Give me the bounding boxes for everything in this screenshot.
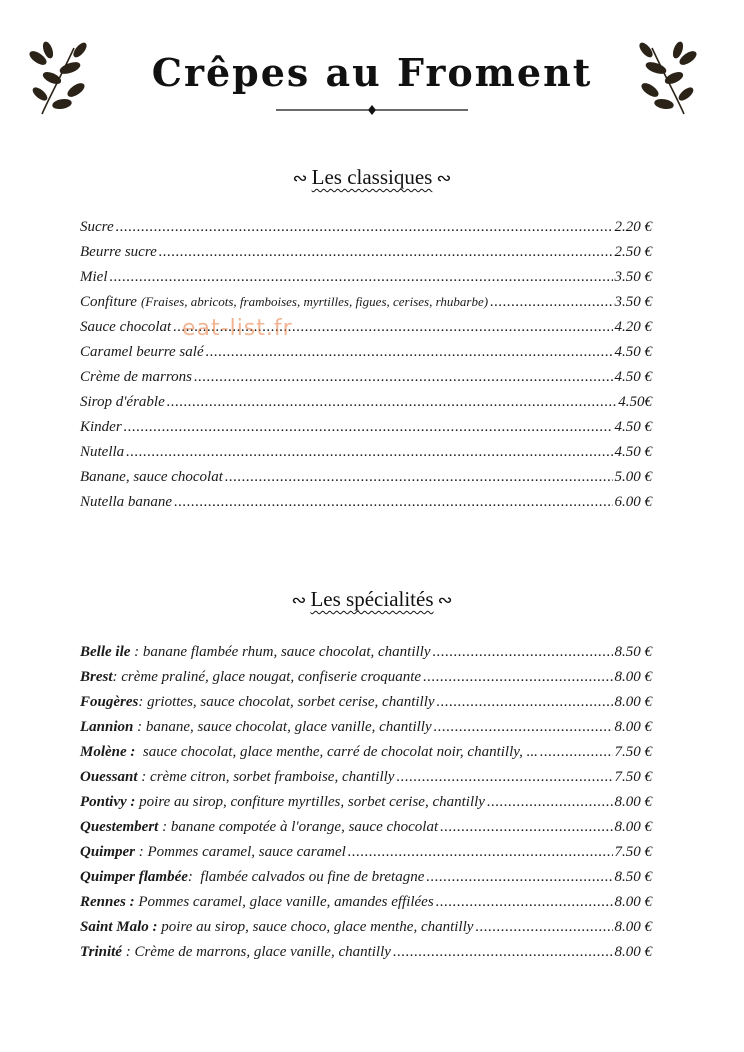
classiques-list [80, 219, 652, 519]
item-description: sauce chocolat, glace menthe, carré de chocolat noir, chantilly, ... [142, 744, 538, 760]
item-note: (Fraises, abricots, framboises, myrtilles, figues, cerises, rhubarbe) [140, 294, 489, 309]
item-price: 4.50 € [614, 419, 652, 435]
item-name: Questembert [80, 819, 159, 835]
item-name: Crème de marrons [80, 369, 192, 385]
item-label [80, 794, 485, 811]
item-price: 8.00 € [614, 919, 652, 935]
leader-dots [396, 769, 612, 786]
leader-dots [440, 819, 612, 836]
item-name: Nutella banane [80, 494, 173, 510]
item-description: Pommes caramel, glace vanille, amandes effilées [138, 894, 434, 910]
item-price: 5.00 € [614, 469, 652, 485]
menu-item [80, 744, 652, 769]
menu-item [80, 819, 652, 844]
menu-item [80, 644, 652, 669]
item-label [80, 769, 394, 786]
leader-dots [393, 944, 613, 961]
menu-item [80, 894, 652, 919]
menu-item [80, 444, 652, 469]
item-price: 2.50 € [614, 244, 652, 260]
item-description: crème citron, sorbet framboise, chantilly [150, 769, 395, 785]
item-description: griottes, sauce chocolat, sorbet cerise, chantilly [147, 694, 435, 710]
item-price: 4.20 € [614, 319, 652, 335]
swirl-right-icon: ∾ [436, 168, 452, 188]
item-price: 8.50 € [614, 644, 652, 660]
item-price: 8.50 € [614, 869, 652, 885]
swirl-left-icon: ∾ [292, 168, 308, 188]
item-description: flambée calvados ou fine de bretagne [200, 869, 425, 885]
item-name: Banane, sauce chocolat [80, 469, 223, 485]
leader-dots [436, 894, 613, 911]
item-price: 7.50 € [614, 744, 652, 760]
menu-item [80, 294, 652, 319]
watermark: eat-list.fr [182, 316, 293, 341]
item-price: 7.50 € [614, 769, 652, 785]
item-name: Pontivy : [80, 794, 136, 810]
leader-dots [426, 869, 612, 886]
menu-item [80, 844, 652, 869]
item-separator [135, 744, 143, 760]
item-name: Quimper flambée [80, 869, 188, 885]
item-price: 8.00 € [614, 694, 652, 710]
item-price: 3.50 € [614, 269, 652, 285]
leader-dots [437, 694, 613, 711]
item-description: banane compotée à l'orange, sauce chocolat [170, 819, 439, 835]
leader-dots [194, 369, 613, 386]
item-name: Brest [80, 669, 113, 685]
item-name: Rennes : [80, 894, 135, 910]
item-name: Nutella [80, 444, 125, 460]
item-price: 2.20 € [614, 219, 652, 235]
menu-item [80, 494, 652, 519]
item-price: 8.00 € [614, 794, 652, 810]
menu-item [80, 919, 652, 944]
item-label [80, 919, 473, 936]
menu-item [80, 219, 652, 244]
page-title: Crêpes au Froment [151, 50, 593, 95]
menu-item [80, 269, 652, 294]
leader-dots [116, 219, 613, 236]
swirl-right-icon: ∾ [437, 590, 453, 610]
item-label [80, 644, 430, 661]
leader-dots [225, 469, 613, 486]
item-name: Saint Malo : [80, 919, 158, 935]
item-separator: : [137, 769, 151, 785]
item-separator: : [130, 644, 143, 660]
specialites-list [80, 644, 652, 969]
item-label [80, 669, 421, 686]
menu-item [80, 394, 652, 419]
item-separator: : [133, 719, 146, 735]
menu-item [80, 419, 652, 444]
leader-dots [174, 494, 612, 511]
item-name: Confiture [80, 294, 137, 310]
item-label [80, 869, 424, 886]
item-name: Sirop d'érable [80, 394, 165, 410]
item-label [80, 694, 435, 711]
item-price: 6.00 € [614, 494, 652, 510]
item-separator: : [158, 819, 171, 835]
section-title-classiques: ∾ Les classiques ∾ [0, 165, 744, 190]
item-name: Sucre [80, 219, 114, 235]
leader-dots [432, 644, 612, 661]
item-name: Ouessant [80, 769, 138, 785]
item-price: 4.50 € [614, 444, 652, 460]
item-price: 8.00 € [614, 719, 652, 735]
item-description: crème praliné, glace nougat, confiserie croquante [121, 669, 422, 685]
menu-item [80, 319, 652, 344]
leader-dots [124, 419, 613, 436]
item-label [80, 894, 434, 911]
item-name: Caramel beurre salé [80, 344, 204, 360]
item-name: Beurre sucre [80, 244, 157, 260]
leader-dots [167, 394, 617, 411]
leader-dots [206, 344, 613, 361]
menu-item [80, 669, 652, 694]
menu-item [80, 869, 652, 894]
item-description: Crème de marrons, glace vanille, chantilly [134, 944, 391, 960]
item-price: 7.50 € [614, 844, 652, 860]
item-description: poire au sirop, confiture myrtilles, sorbet cerise, chantilly [139, 794, 485, 810]
item-label [80, 719, 432, 736]
title-divider [276, 104, 468, 116]
menu-item [80, 244, 652, 269]
menu-item [80, 694, 652, 719]
item-price: 8.00 € [614, 894, 652, 910]
menu-item [80, 944, 652, 969]
item-name: Quimper [80, 844, 136, 860]
item-name: Kinder [80, 419, 122, 435]
leader-dots [348, 844, 613, 861]
item-separator: : [112, 669, 122, 685]
item-price: 3.50 € [614, 294, 652, 310]
item-label [80, 819, 438, 836]
item-name: Miel [80, 269, 108, 285]
section-title-specialites: ∾ Les spécialités ∾ [0, 587, 744, 612]
item-label [80, 944, 391, 961]
menu-item [80, 794, 652, 819]
item-separator: : [187, 869, 201, 885]
leader-dots [434, 719, 613, 736]
swirl-left-icon: ∾ [291, 590, 307, 610]
leader-dots [110, 269, 613, 286]
item-name: Fougères [80, 694, 139, 710]
item-price: 4.50€ [618, 394, 652, 410]
item-separator: : [135, 844, 148, 860]
item-separator: : [138, 694, 148, 710]
menu-item [80, 369, 652, 394]
item-name: Molène : [80, 744, 136, 760]
leader-dots [487, 794, 613, 811]
item-price: 8.00 € [614, 944, 652, 960]
menu-item [80, 344, 652, 369]
item-label [80, 844, 346, 861]
leader-dots [540, 744, 613, 761]
item-price: 4.50 € [614, 369, 652, 385]
item-name: Lannion [80, 719, 134, 735]
leader-dots [490, 294, 612, 311]
item-separator: : [121, 944, 135, 960]
leader-dots [126, 444, 612, 461]
leader-dots [423, 669, 612, 686]
item-name: Belle ile [80, 644, 131, 660]
item-label [80, 744, 538, 761]
leader-dots [159, 244, 613, 261]
item-name: Trinité [80, 944, 122, 960]
menu-item [80, 469, 652, 494]
item-description: banane flambée rhum, sauce chocolat, chantilly [142, 644, 431, 660]
item-price: 4.50 € [614, 344, 652, 360]
menu-item [80, 769, 652, 794]
leader-dots [475, 919, 612, 936]
item-price: 8.00 € [614, 819, 652, 835]
item-price: 8.00 € [614, 669, 652, 685]
item-name: Sauce chocolat [80, 319, 172, 335]
menu-item [80, 719, 652, 744]
item-description: poire au sirop, sauce choco, glace menthe, chantilly [161, 919, 474, 935]
item-description: Pommes caramel, sauce caramel [147, 844, 346, 860]
item-description: banane, sauce chocolat, glace vanille, chantilly [145, 719, 432, 735]
